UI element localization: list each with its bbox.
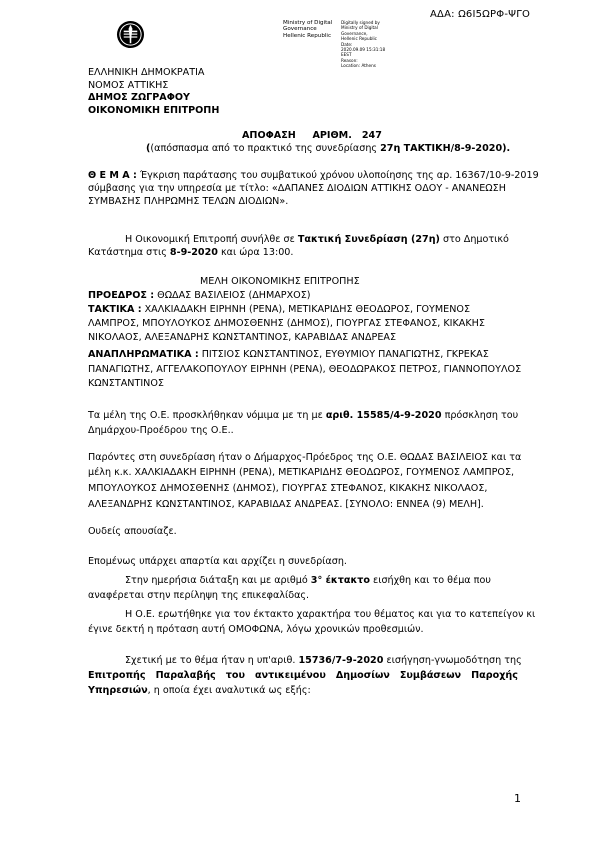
substitute-members-line-3: ΚΩΝΣΤΑΝΤΙΝΟΣ <box>88 378 164 389</box>
signature-detail-line: Hellenic Republic <box>341 36 377 42</box>
meeting-type: Τακτική Συνεδρίαση (27η) <box>297 234 440 245</box>
urgent-line-1: Η Ο.Ε. ερωτήθηκε για τον έκτακτο χαρακτήρα του θέματος και για το κατεπείγον κι <box>125 609 536 620</box>
agenda-item-number: 3° έκτακτο <box>310 575 370 586</box>
meeting-text: Κατάστημα στις <box>88 247 170 258</box>
report-text: εισήγηση-γνωμοδότηση της <box>383 655 522 666</box>
urgent-line-2: έγινε δεκτή η πρόταση αυτή ΟΜΟΦΩΝΑ, λόγω χρονικών προθεσμιών. <box>88 624 424 635</box>
report-text: Σχετική με το θέμα ήταν η υπ'αριθ. <box>125 655 299 666</box>
report-line-2: Επιτροπής Παραλαβής του αντικειμένου Δημοσίων Συμβάσεων Παροχής <box>88 670 518 681</box>
signature-org-line: Governance <box>283 26 317 33</box>
invitation-number: αριθ. 15585/4-9-2020 <box>325 410 442 421</box>
signature-detail-line: Ministry of Digital <box>341 25 378 31</box>
absent-statement: Ουδείς απουσίαζε. <box>88 526 177 537</box>
regular-members-line-2: ΛΑΜΠΡΟΣ, ΜΠΟΥΛΟΥΚΟΣ ΔΗΜΟΣΘΕΝΗΣ (ΔΗΜΟΣ), ΓΙΟΥΡΓΑΣ ΣΤΕΦΑΝΟΣ, ΚΙΚΑΚΗΣ <box>88 318 485 329</box>
members-heading: ΜΕΛΗ ΟΙΚΟΝΟΜΙΚΗΣ ΕΠΙΤΡΟΠΗΣ <box>200 276 360 287</box>
invitation-text: πρόσκληση του <box>441 410 519 421</box>
signature-detail-line: Governance, <box>341 30 368 36</box>
meeting-text: και ώρα 13:00. <box>217 247 294 258</box>
present-line-4: ΑΛΕΞΑΝΔΡΗΣ ΚΩΝΣΤΑΝΤΙΝΟΣ, ΚΑΡΑΒΙΔΑΣ ΑΝΔΡΕΑΣ. [ΣΥΝΟΛΟ: ΕΝΝΕΑ (9) ΜΕΛΗ]. <box>88 499 484 510</box>
present-line-3: ΜΠΟΥΛΟΥΚΟΣ ΔΗΜΟΣΘΕΝΗΣ (ΔΗΜΟΣ), ΓΙΟΥΡΓΑΣ ΣΤΕΦΑΝΟΣ, ΚΙΚΑΚΗΣ ΝΙΚΟΛΑΟΣ, <box>88 483 488 494</box>
meeting-date: 8-9-2020 <box>169 247 218 258</box>
chairman-label: ΠΡΟΕΔΡΟΣ : <box>88 290 155 301</box>
report-line-3 <box>88 685 311 698</box>
signature-org-line: Hellenic Republic <box>283 32 332 39</box>
issuer-header <box>88 67 219 117</box>
present-line-2: μέλη κ.κ. ΧΑΛΚΙΑΔΑΚΗ ΕΙΡΗΝΗ (ΡΕΝΑ), ΜΕΤΙΚΑΡΙΔΗΣ ΘΕΟΔΩΡΟΣ, ΓΟΥΜΕΝΟΣ ΛΑΜΠΡΟΣ, <box>88 467 515 478</box>
meeting-line-2 <box>88 247 293 260</box>
invitation-line-1 <box>88 410 518 423</box>
meeting-text: στο Δημοτικό <box>439 234 509 245</box>
report-committee: Υπηρεσιών <box>88 685 148 696</box>
header-line: ΕΛΛΗΝΙΚΗ ΔΗΜΟΚΡΑΤΙΑ <box>88 67 205 78</box>
regular-members-line-3: ΝΙΚΟΛΑΟΣ, ΑΛΕΞΑΝΔΡΗΣ ΚΩΝΣΤΑΝΤΙΝΟΣ, ΚΑΡΑΒΙΔΑΣ ΑΝΔΡΕΑΣ <box>88 332 397 343</box>
report-number: 15736/7-9-2020 <box>298 655 384 666</box>
subtitle-prefix: (απόσπασμα από το πρακτικό της συνεδρίασης <box>150 143 381 154</box>
decision-subtitle: ((απόσπασμα από το πρακτικό της συνεδρίασης 27η ΤΑΚΤΙΚΗ/8-9-2020). <box>146 143 511 154</box>
subject-text: Έγκριση παράτασης του συμβατικού χρόνου υλοποίησης της αρ. 16367/10-9-2019 <box>136 170 539 181</box>
subject-line-1 <box>88 170 539 183</box>
regular-members-names: ΧΑΛΚΙΑΔΑΚΗ ΕΙΡΗΝΗ (ΡΕΝΑ), ΜΕΤΙΚΑΡΙΔΗΣ ΘΕΟΔΩΡΟΣ, ΓΟΥΜΕΝΟΣ <box>141 304 471 315</box>
ada-code: ΑΔΑ: Ω6Ι5ΩΡΦ-ΨΓΟ <box>430 9 531 20</box>
subtitle-session: 27η ΤΑΚΤΙΚΗ/8-9-2020 <box>380 143 503 154</box>
report-line-1 <box>125 655 522 668</box>
signature-detail-line: Location: Athens <box>341 63 376 69</box>
regular-members-label: ΤΑΚΤΙΚΑ : <box>88 304 142 315</box>
signature-detail-line: Digitally signed by <box>341 20 380 25</box>
subject-line-2: σύμβασης για την υπηρεσία με τίτλο: «ΔΑΠΑΝΕΣ ΔΙΟΔΙΩΝ ΑΤΤΙΚΗΣ ΟΔΟΥ - ΑΝΑΝΕΩΣΗ <box>88 183 506 194</box>
invitation-line-2: Δημάρχου-Προέδρου της Ο.Ε.. <box>88 425 234 436</box>
header-line: ΝΟΜΟΣ ΑΤΤΙΚΗΣ <box>88 79 169 91</box>
substitute-members-line-1 <box>88 349 489 362</box>
report-text: , η οποία έχει αναλυτικά ως εξής: <box>147 685 311 696</box>
signature-detail-line: Reason: <box>341 57 358 63</box>
meeting-text: Η Οικονομική Επιτροπή συνήλθε σε <box>125 234 298 245</box>
present-line-1: Παρόντες στη συνεδρίαση ήταν ο Δήμαρχος-Πρόεδρος της Ο.Ε. ΘΩΔΑΣ ΒΑΣΙΛΕΙΟΣ και τα <box>88 452 522 463</box>
chairman-line <box>88 290 311 303</box>
regular-members-line-1 <box>88 304 470 317</box>
signature-detail-line: EEST <box>341 52 352 58</box>
signature-detail-line: Date: <box>341 41 353 47</box>
subtitle-suffix: ). <box>502 143 511 154</box>
substitute-members-names: ΠΙΤΣΙΟΣ ΚΩΝΣΤΑΝΤΙΝΟΣ, ΕΥΘΥΜΙΟΥ ΠΑΝΑΓΙΩΤΗΣ, ΓΚΡΕΚΑΣ <box>198 349 489 360</box>
agenda-line-2: αναφέρεται στην περίληψη της επικεφαλίδας. <box>88 590 310 601</box>
chairman-name: ΘΩΔΑΣ ΒΑΣΙΛΕΙΟΣ (ΔΗΜΑΡΧΟΣ) <box>154 290 311 301</box>
greek-emblem-icon <box>116 20 145 49</box>
decision-title: ΑΠΟΦΑΣΗ ΑΡΙΘΜ. 247 <box>242 130 382 141</box>
agenda-text: εισήχθη και το θέμα που <box>369 575 491 586</box>
subject-line-3: ΣΥΜΒΑΣΗΣ ΠΛΗΡΩΜΗΣ ΤΕΛΩΝ ΔΙΟΔΙΩΝ». <box>88 196 289 207</box>
header-line: ΟΙΚΟΝΟΜΙΚΗ ΕΠΙΤΡΟΠΗ <box>88 104 220 116</box>
substitute-members-label: ΑΝΑΠΛΗΡΩΜΑΤΙΚΑ : <box>88 349 199 360</box>
meeting-line-1 <box>125 234 509 247</box>
header-line: ΔΗΜΟΣ ΖΩΓΡΑΦΟΥ <box>88 92 190 103</box>
agenda-text: Στην ημερήσια διάταξη και με αριθμό <box>125 575 311 586</box>
substitute-members-line-2: ΠΑΝΑΓΙΩΤΗΣ, ΑΓΓΕΛΑΚΟΠΟΥΛΟΥ ΕΙΡΗΝΗ (ΡΕΝΑ), ΘΕΟΔΩΡΑΚΟΣ ΠΕΤΡΟΣ, ΓΙΑΝΝΟΠΟΥΛΟΣ <box>88 364 522 375</box>
signature-org-line: Ministry of Digital <box>283 20 333 26</box>
invitation-text: Τα μέλη της Ο.Ε. προσκλήθηκαν νόμιμα με τη με <box>88 410 326 421</box>
subject-label: Θ Ε Μ Α : <box>88 170 137 181</box>
page-number: 1 <box>514 792 521 805</box>
agenda-line-1 <box>125 575 491 588</box>
signature-detail-line: 2020.09.09 15:31:18 <box>341 47 386 53</box>
quorum-statement: Επομένως υπάρχει απαρτία και αρχίζει η συνεδρίαση. <box>88 556 347 567</box>
